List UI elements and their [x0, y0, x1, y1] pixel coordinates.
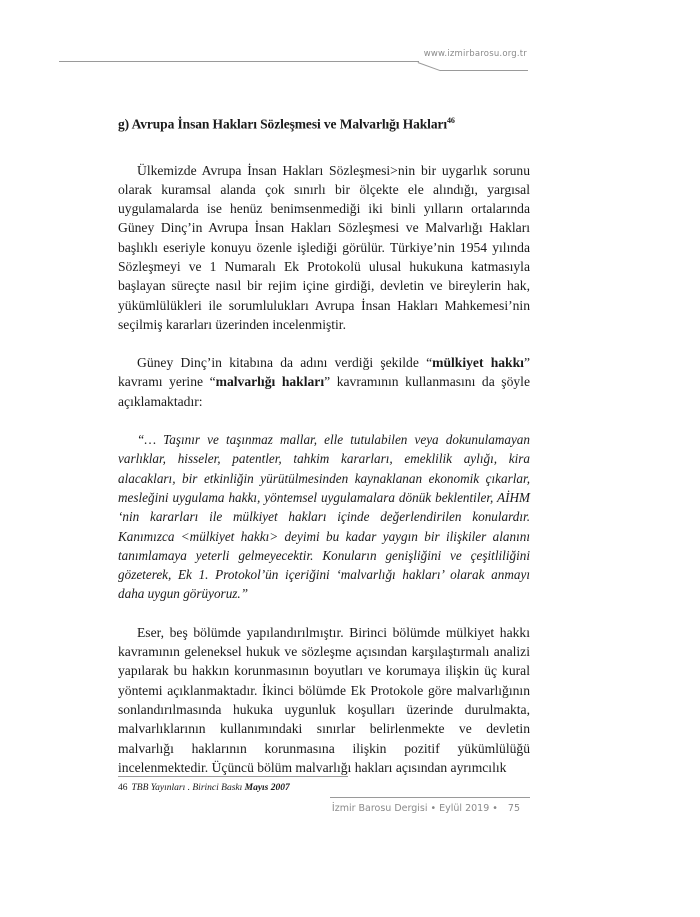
paragraph-4: Eser, beş bölümde yapılandırılmıştır. Birinci bölümde mülkiyet hakkı kavramının geleneksel hukuk ve sözleşme açısından karşılaştırmalı analizi yapılarak bu hakkın korunmasının boyutları ve korumaya ilişkin üç kural yöntemi açıklanmaktadır. İkinci bölümde Ek Protokole göre malvarlığının sonlandırılmasında hukuka uygunluk koşulları üzerinde durulmakta, malvarlıklarının kullanımındaki sınırlar belirlenmekte ve devletin malvarlığı haklarının korunmasına ilişkin pozitif yükümlülüğü incelenmektedir. Üçüncü bölüm malvarlığı hakları açısından ayrımcılık [118, 624, 530, 775]
footer-journal: İzmir Barosu Dergisi • Eylül 2019 • [331, 803, 498, 814]
footnote-rule [118, 776, 348, 777]
footnote-ref: 46 [447, 116, 455, 125]
paragraph-2-part: ” kavramı yerine “ [118, 355, 530, 390]
header-rule-end [440, 70, 528, 71]
page-number: 75 [507, 803, 520, 814]
paragraph-2-part: Güney Dinç’in kitabına da adını verdiği şekilde “ [137, 355, 433, 371]
paragraph-2 [118, 353, 530, 411]
term-malvarligi-haklari: malvarlığı hakları [215, 374, 325, 390]
section-heading [118, 116, 530, 133]
section-heading-text: g) Avrupa İnsan Hakları Sözleşmesi ve Malvarlığı Hakları [118, 116, 448, 132]
footnote [118, 783, 290, 793]
block-quote: “… Taşınır ve taşınmaz mallar, elle tutulabilen veya dokunulamayan varlıklar, hisseler, patentler, tahkim kararları, emeklilik aylığı, kira alacakları, bir etkinliğin yürütülmesinden kaynaklanan ekonomik çıkarlar, mesleğini uygulama hakkı, yöntemsel uygulamalara dönük beklentiler, AİHM ‘nin kararları ile mülkiyet hakları içinde değerlendirilen konulardır. Kanımızca <mülkiyet hakkı> deyimi bu kadar yaygın bir ilişkiler alanını tanımlamaya yeterli gelmeyecektir. Konuların genişliğini ve çeşitliliğini gözeterek, Ek 1. Protokol’ün içeriğini ‘malvarlığı hakları’ olarak anmayı daha uygun görüyoruz.” [118, 432, 530, 602]
header-rule [59, 61, 419, 62]
paragraph-2-part: ” kavramının kullanmasını da şöyle açıklamaktadır: [118, 374, 530, 409]
footnote-number: 46 [118, 783, 128, 793]
footnote-source: TBB Yayınları . Birinci Baskı [131, 783, 243, 793]
header-rule-bend [418, 62, 441, 71]
page-footer [300, 803, 520, 814]
term-mulkiyet-hakki: mülkiyet hakkı [432, 355, 524, 371]
paragraph-1: Ülkemizde Avrupa İnsan Hakları Sözleşmesi>nin bir uygarlık sorunu olarak kuramsal alanda çok sınırlı bir ölçekte ele alındığı, yargısal uygulamalarda ise henüz benimsenmediği iki binli yılların ortalarında Güney Dinç’in Avrupa İnsan Hakları Sözleşmesi ve Malvarlığı Hakları başlıklı eseriyle konuyu özenle işlediği görülür. Türkiye’nin 1954 yılında Sözleşmeyi ve 1 Numaralı Ek Protokolü ulusal hukukuna katmasıyla başlayan süreçte nasıl bir rejim içine girdiği, devletin ve bireylerin hak, yükümlülükleri ile sorumlulukları Avrupa İnsan Hakları Mahkemesi’nin seçilmiş kararları üzerinden incelenmiştir. [118, 162, 530, 332]
footnote-date: Mayıs 2007 [244, 783, 290, 793]
article-body [118, 116, 530, 777]
header-url: www.izmirbarosu.org.tr [423, 49, 527, 59]
footer-rule [330, 797, 530, 798]
